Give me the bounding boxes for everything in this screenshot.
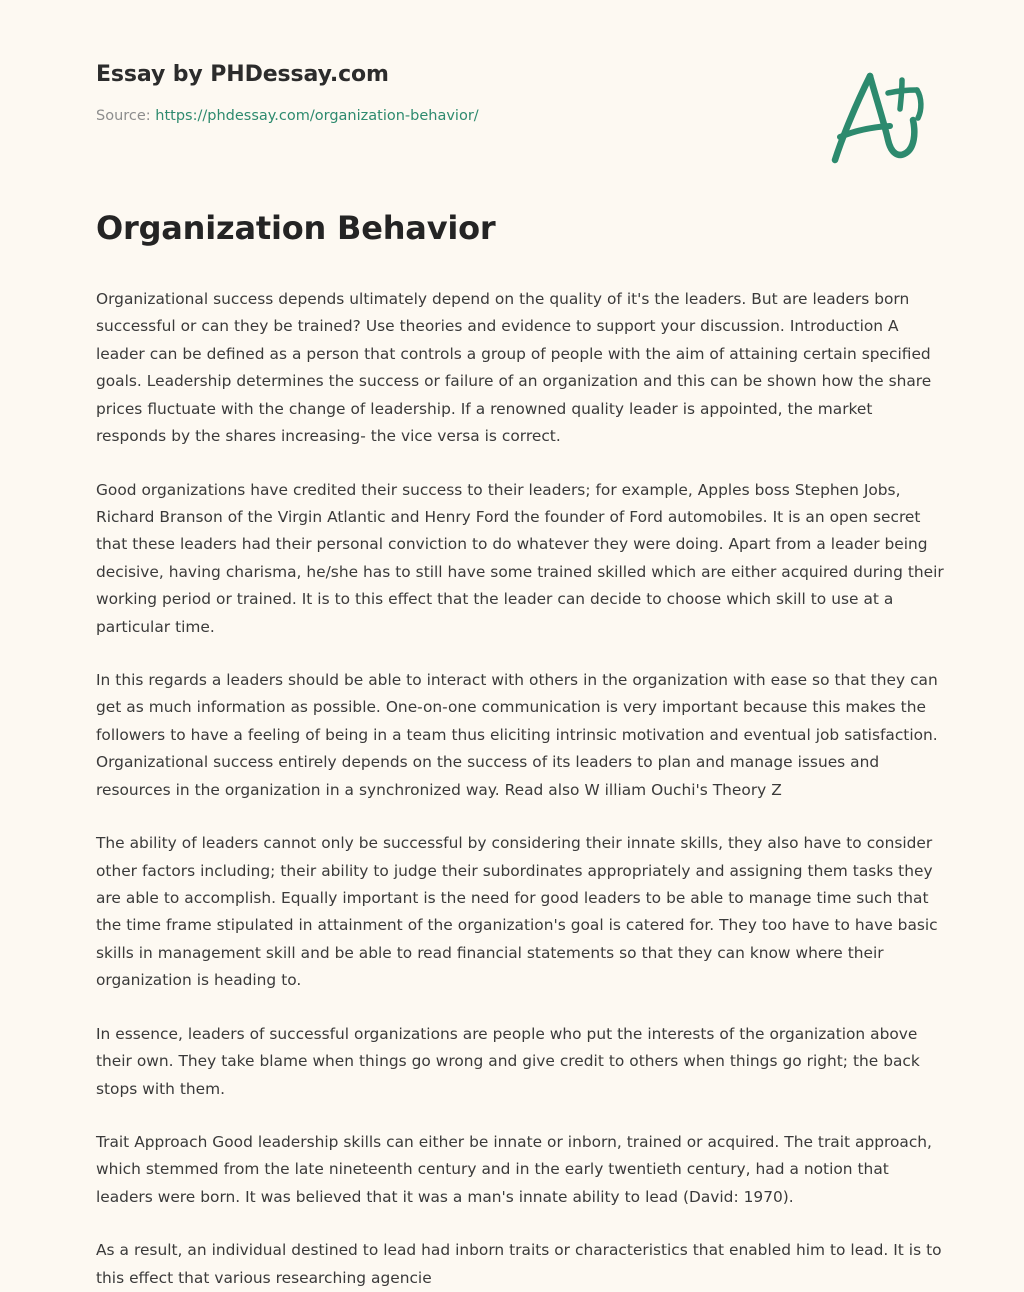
source-line bbox=[96, 108, 928, 125]
source-url-link[interactable]: https://phdessay.com/organization-behavior/ bbox=[155, 108, 479, 125]
source-label: Source: bbox=[96, 108, 151, 125]
paragraph: In essence, leaders of successful organizations are people who put the interests of the organization above their own. They take blame when things go wrong and give credit to others when things go right; the back stops with them. bbox=[96, 1024, 920, 1098]
a-plus-logo-icon bbox=[818, 60, 928, 170]
brand-title: Essay by PHDessay.com bbox=[96, 62, 389, 87]
paragraph: In this regards a leaders should be able to interact with others in the organization with ease so that they can get as much information as possible. One-on-one communication is very important because this makes the followers to have a feeling of being in a team thus eliciting intrinsic motivation and eventual job satisfaction. Organizational success entirely depends on the success of its leaders to plan and manage issues and resources in the organization in a synchronized way. Read also W illiam Ouchi's Theory Z bbox=[96, 671, 938, 799]
article-body bbox=[96, 286, 944, 1292]
paragraph: The ability of leaders cannot only be successful by considering their innate skills, they also have to consider other factors including; their ability to judge their subordinates appropriately and assigning them tasks they are able to accomplish. Equally important is the need for good leaders to be able to manage time such that the time frame stipulated in attainment of the organization's goal is catered for. They too have to have basic skills in management skill and be able to read financial statements so that they can know where their organization is heading to. bbox=[96, 834, 938, 990]
page-title: Organization Behavior bbox=[96, 209, 496, 247]
paragraph: As a result, an individual destined to lead had inborn traits or characteristics that enabled him to lead. It is to this effect that various researching agencie bbox=[96, 1241, 942, 1287]
paragraph: Trait Approach Good leadership skills can either be innate or inborn, trained or acquired. The trait approach, which stemmed from the late nineteenth century and in the early twentieth century, had a notion that leaders were born. It was believed that it was a man's innate ability to lead (David: 1970). bbox=[96, 1132, 932, 1206]
article bbox=[96, 208, 944, 1292]
paragraph: Organizational success depends ultimately depend on the quality of it's the leaders. But are leaders born successful or can they be trained? Use theories and evidence to support your discussion. Introduction A leader can be defined as a person that controls a group of people with the aim of attaining certain specified goals. Leadership determines the success or failure of an organization and this can be shown how the share prices fluctuate with the change of leadership. If a renowned quality leader is appointed, the market responds by the shares increasing- the vice versa is correct. bbox=[96, 290, 932, 446]
a-plus-logo bbox=[818, 60, 928, 170]
paragraph: Good organizations have credited their success to their leaders; for example, Apples boss Stephen Jobs, Richard Branson of the Virgin Atlantic and Henry Ford the founder of Ford automobiles. It is an open secret that these leaders had their personal conviction to do whatever they were doing. Apart from a leader being decisive, having charisma, he/she has to still have some trained skilled which are either acquired during their working period or trained. It is to this effect that the leader can decide to choose which skill to use at a particular time. bbox=[96, 480, 944, 636]
